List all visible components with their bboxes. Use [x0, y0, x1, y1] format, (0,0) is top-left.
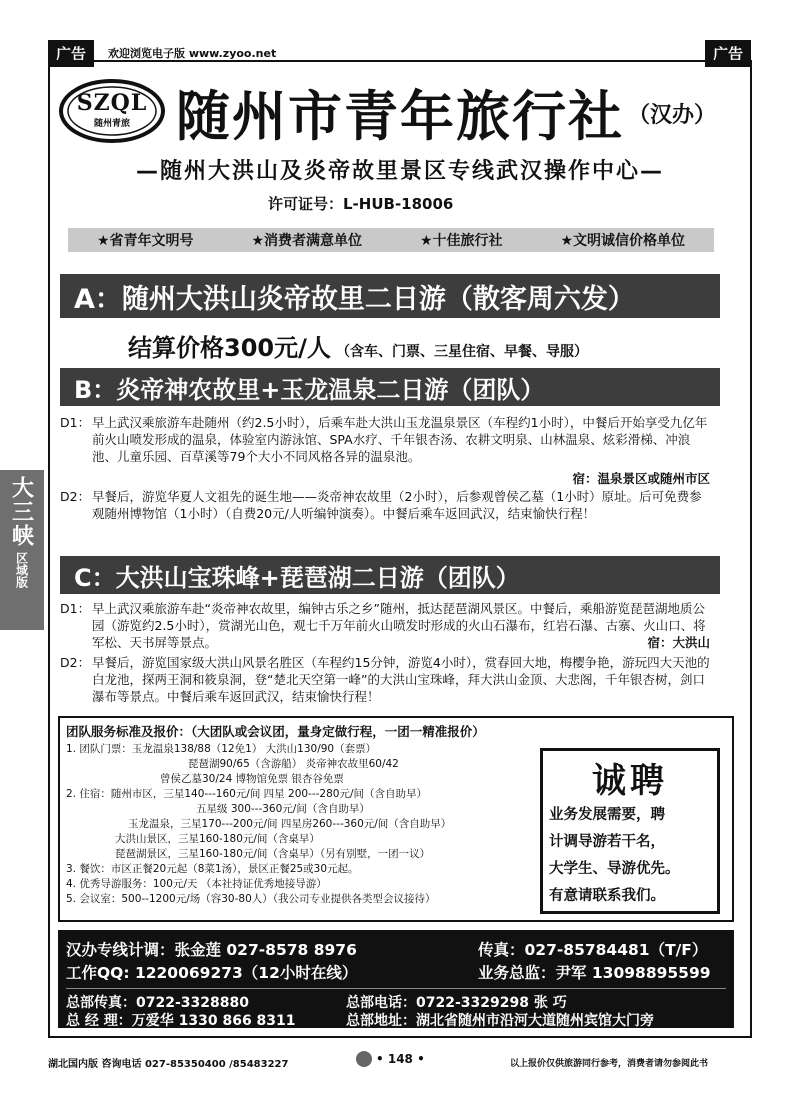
section-b-d1-label: D1：	[60, 415, 91, 430]
hq-address: 总部地址：湖北省随州市沿河大道随州宾馆大门旁	[346, 1013, 654, 1029]
pricing-line: 玉龙温泉，三星170---200元/间 四星房260---360元/间（含自助早）	[128, 818, 452, 830]
footer-badge-icon	[356, 1051, 372, 1067]
license-number: 许可证号：L-HUB-18006	[268, 195, 454, 213]
page-number: • 148 •	[376, 1052, 425, 1066]
section-a-price	[128, 328, 588, 363]
pricing-line: 五星级 300---360元/间（含自助早）	[196, 803, 370, 815]
section-a-title: A：随州大洪山炎帝故里二日游（散客周六发）	[60, 274, 720, 318]
logo-caption: 随州青旅	[93, 119, 130, 129]
pricing-line: 琵琶湖景区，三星160-180元/间（含桌早）（另有别墅，一团一议）	[115, 848, 431, 860]
section-b-d1-stay: 宿：温泉景区或随州市区	[572, 471, 710, 486]
hq-phone[interactable]: 总部电话：0722-3329298 张 巧	[346, 995, 567, 1011]
recruit-title: 诚聘	[592, 761, 668, 801]
region-edition: 区域版	[14, 552, 29, 588]
contact-director[interactable]: 业务总监：尹军 13098895599	[478, 964, 711, 982]
pricing-line: 曾侯乙墓30/24 博物馆免票 银杏谷免票	[160, 773, 344, 785]
site-url[interactable]: 欢迎浏览电子版 www.zyoo.net	[108, 47, 277, 60]
section-b-d2-text: 早餐后，游览华夏人文祖先的诞生地——炎帝神农故里（2小时），后参观曾侯乙墓（1小时）原址。后可免费参观随州博物馆（1小时）（自费20元/人听编钟演奏）。中餐后乘车返回武汉，结束愉快行程！	[92, 489, 702, 521]
region-name: 大三峡	[8, 476, 35, 548]
section-b-d1-text: 早上武汉乘旅游车赴随州（约2.5小时），后乘车赴大洪山玉龙温泉景区（车程约1小时），中餐后开始享受九亿年前火山喷发形成的温泉，体验室内游泳馆、SPA水疗、千年银杏汤、农耕文明泉、山林温泉、炫彩滑梯、冲浪池、儿童乐园、百草溪等79个大小不同风格各异的温泉池。	[92, 415, 708, 464]
pricing-line: 2. 住宿：随州市区，三星140---160元/间 四星 200---280元/间（含自助早）	[66, 788, 428, 800]
pricing-line: 4. 优秀导游服务：100元/天 （本社持证优秀地接导游）	[66, 878, 327, 890]
recruit-box	[540, 748, 720, 914]
price-label: 结算价格300元/人	[128, 334, 331, 362]
footer-right: 以上报价仅供旅游同行参考，消费者请勿参阅此书	[510, 1059, 709, 1069]
company-logo	[58, 78, 166, 144]
recruit-line: 大学生、导游优先。	[549, 861, 680, 877]
recruit-line: 业务发展需要，聘	[549, 807, 665, 823]
ad-tag-left: 广告	[48, 40, 94, 67]
footer-left: 湖北国内版 咨询电话 027-85350400 /85483227	[48, 1059, 289, 1070]
company-branch: （汉办）	[628, 103, 717, 128]
honor-item: ★文明诚信价格单位	[560, 233, 686, 249]
pricing-title: 团队服务标准及报价：（大团队或会议团，量身定做行程，一团一精准报价）	[66, 724, 485, 739]
section-c-d1-text: 早上武汉乘旅游车赴“炎帝神农故里，编钟古乐之乡”随州，抵达琵琶湖风景区。中餐后，乘船游览琵琶湖地质公园（游览约2.5小时），赏湖光山色，观七千万年前火山喷发时形成的火山石瀑布，红岩石瀑、古寨、火山口、将军松、天书屏等景点。	[92, 601, 706, 650]
subtitle: —随州大洪山及炎帝故里景区专线武汉操作中心—	[135, 159, 664, 184]
contact-fax[interactable]: 传真：027-85784481（T/F）	[478, 941, 708, 959]
section-c-d1-label: D1：	[60, 601, 91, 616]
logo-text: SZQL	[76, 90, 148, 116]
section-b-title: B：炎帝神农故里+玉龙温泉二日游（团队）	[60, 368, 720, 406]
section-c-d1-stay: 宿：大洪山	[647, 635, 710, 650]
contact-qq[interactable]: 工作QQ: 1220069273（12小时在线）	[66, 964, 358, 982]
recruit-line: 有意请联系我们。	[549, 888, 665, 904]
general-manager[interactable]: 总 经 理：万爱华 1330 866 8311	[66, 1013, 296, 1029]
pricing-line: 5. 会议室：500--1200元/场（容30-80人）（我公司专业提供各类型会议接待）	[66, 893, 436, 905]
honor-item: ★省青年文明号	[96, 233, 194, 249]
section-c-d2-label: D2：	[60, 655, 91, 670]
honor-item: ★消费者满意单位	[251, 233, 363, 249]
pricing-line: 3. 餐饮：市区正餐20元起（8菜1汤），景区正餐25或30元起。	[66, 863, 359, 875]
honor-item: ★十佳旅行社	[419, 233, 503, 249]
ad-tag-right: 广告	[705, 40, 751, 67]
hq-fax[interactable]: 总部传真：0722-3328880	[66, 995, 249, 1011]
contact-hankou[interactable]: 汉办专线计调：张金莲 027-8578 8976	[66, 941, 357, 959]
region-side-tab[interactable]	[0, 470, 44, 630]
pricing-line: 大洪山景区，三星160-180元/间（含桌早）	[115, 833, 320, 845]
honors-bar	[68, 228, 714, 252]
section-c-d2-text: 早餐后，游览国家级大洪山风景名胜区（车程约15分钟，游览4小时），赏春回大地，梅樱争艳，游玩四大天池的白龙池，探两王洞和筱泉洞，登“楚北天空第一峰”的大洪山宝珠峰，拜大洪山金顶、大悲阁，千年银杏树，剑口瀑布等景点。中餐后乘车返回武汉，结束愉快行程！	[92, 655, 710, 704]
contact-box	[58, 930, 734, 1028]
contact-divider	[66, 988, 726, 989]
pricing-line: 1. 团队门票：玉龙温泉138/88（12免1） 大洪山130/90（套票）	[66, 743, 377, 755]
price-note: （含车、门票、三星住宿、早餐、导服）	[335, 344, 588, 360]
pricing-line: 琵琶湖90/65（含游船） 炎帝神农故里60/42	[188, 758, 399, 770]
section-c-title: C：大洪山宝珠峰+琵琶湖二日游（团队）	[60, 556, 720, 594]
recruit-text	[543, 802, 717, 910]
section-b-d2-label: D2：	[60, 489, 91, 504]
recruit-line: 计调导游若干名，	[549, 834, 665, 850]
company-name: 随州市青年旅行社	[176, 84, 624, 148]
